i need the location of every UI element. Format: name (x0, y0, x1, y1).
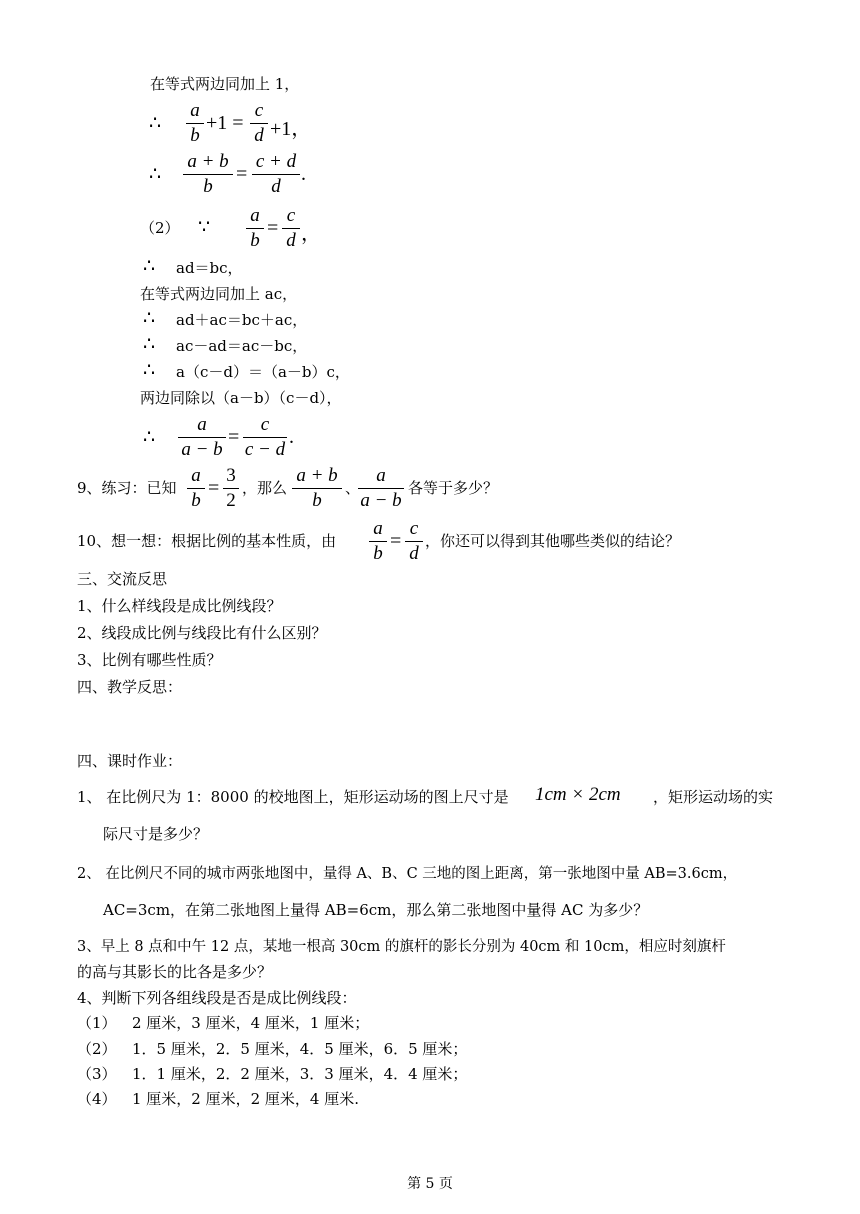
fraction: a a − b (358, 465, 404, 512)
text-line: ，那么 (242, 479, 288, 497)
text-line: 在等式两边同加上 ac， (140, 285, 298, 303)
text-line: ，矩形运动场的实 (653, 788, 774, 806)
therefore-symbol: ∴ (143, 426, 156, 448)
list-item: 2、线段成比例与线段比有什么区别？ (77, 624, 327, 642)
text-line: AC=3cm，在第二张地图上量得 AB=6cm，那么第二张地图中量得 AC 为多少？ (103, 901, 649, 919)
therefore-symbol: ∴ (143, 359, 156, 381)
operator: = (228, 426, 240, 448)
item-label: （2） (140, 219, 180, 237)
text-line: 在等式两边同加上 1， (150, 75, 300, 93)
fraction: a b (369, 518, 387, 565)
operator: = (208, 477, 220, 499)
operator: = (390, 530, 402, 552)
operator: = (236, 163, 248, 185)
therefore-symbol: ∴ (143, 333, 156, 355)
operator: +1 = (206, 112, 244, 134)
text-line: 的高与其影长的比各是多少？ (77, 963, 273, 981)
text-line: 际尺寸是多少？ (103, 825, 209, 843)
section-heading: 四、教学反思： (77, 678, 183, 696)
text-line: ad＝bc， (176, 259, 243, 277)
operator: +1， (270, 118, 312, 140)
homework-item: 3、早上 8 点和中午 12 点，某地一根高 30cm 的旗杆的影长分别为 40cm 和 10cm，相应时刻旗杆 (77, 939, 726, 955)
text-line: ，你还可以得到其他哪些类似的结论？ (425, 532, 681, 550)
text-line: 两边同除以（a－b）（c－d）， (140, 389, 342, 407)
operator: ， (301, 223, 321, 245)
page-number: 第 5 页 (407, 1176, 453, 1192)
fraction: c d (250, 100, 268, 147)
list-item: 1、什么样线段是成比例线段？ (77, 597, 282, 615)
operator: = (267, 217, 279, 239)
fraction: a a − b (178, 414, 226, 461)
question-9-prefix: 9、练习：已知 (77, 479, 177, 497)
option-text: 1 厘米，2 厘米，2 厘米，4 厘米. (132, 1090, 360, 1108)
therefore-symbol: ∴ (149, 163, 162, 185)
therefore-symbol: ∴ (143, 255, 156, 277)
fraction: c c − d (244, 414, 286, 460)
fraction: 3 2 (223, 465, 239, 512)
therefore-symbol: ∴ (143, 307, 156, 329)
homework-item: 2、 在比例尺不同的城市两张地图中，量得 A、B、C 三地的图上距离，第一张地图中量 AB=3.6cm， (77, 866, 738, 882)
option-label: （1） (77, 1014, 117, 1032)
list-item: 3、比例有哪些性质？ (77, 651, 222, 669)
section-heading: 四、课时作业： (77, 752, 183, 770)
because-symbol: ∵ (198, 216, 211, 238)
fraction: a + b b (183, 151, 233, 198)
fraction: c d (282, 205, 300, 252)
option-text: 2 厘米，3 厘米，4 厘米，1 厘米； (132, 1014, 370, 1032)
text-line: ad＋ac＝bc＋ac， (176, 311, 308, 329)
section-heading: 三、交流反思 (77, 570, 168, 588)
text-line: ac－ad＝ac－bc， (176, 337, 308, 355)
fraction: a b (186, 100, 204, 147)
option-text: 1．5 厘米，2．5 厘米，4．5 厘米，6．5 厘米； (132, 1040, 468, 1058)
math-expression: 1cm × 2cm (535, 784, 621, 805)
fraction: a b (246, 205, 264, 252)
option-label: （2） (77, 1040, 117, 1058)
text-line: a（c－d）＝（a－b）c， (176, 363, 350, 381)
fraction: a + b b (292, 465, 342, 512)
option-text: 1．1 厘米，2．2 厘米，3．3 厘米，4．4 厘米； (132, 1065, 468, 1083)
fraction: c + d d (252, 151, 300, 198)
question-10-prefix: 10、想一想：根据比例的基本性质，由 (77, 532, 337, 550)
fraction: c d (405, 518, 423, 565)
fraction: a b (187, 465, 205, 512)
operator: . (289, 426, 294, 448)
homework-item: 1、 在比例尺为 1：8000 的校地图上，矩形运动场的图上尺寸是 (77, 788, 509, 806)
therefore-symbol: ∴ (149, 112, 162, 134)
text-line: 各等于多少？ (408, 479, 499, 497)
text-line: 、 (345, 479, 361, 497)
homework-item: 4、判断下列各组线段是否是成比例线段： (77, 989, 357, 1007)
option-label: （3） (77, 1065, 117, 1083)
option-label: （4） (77, 1090, 117, 1108)
operator: . (301, 163, 306, 185)
